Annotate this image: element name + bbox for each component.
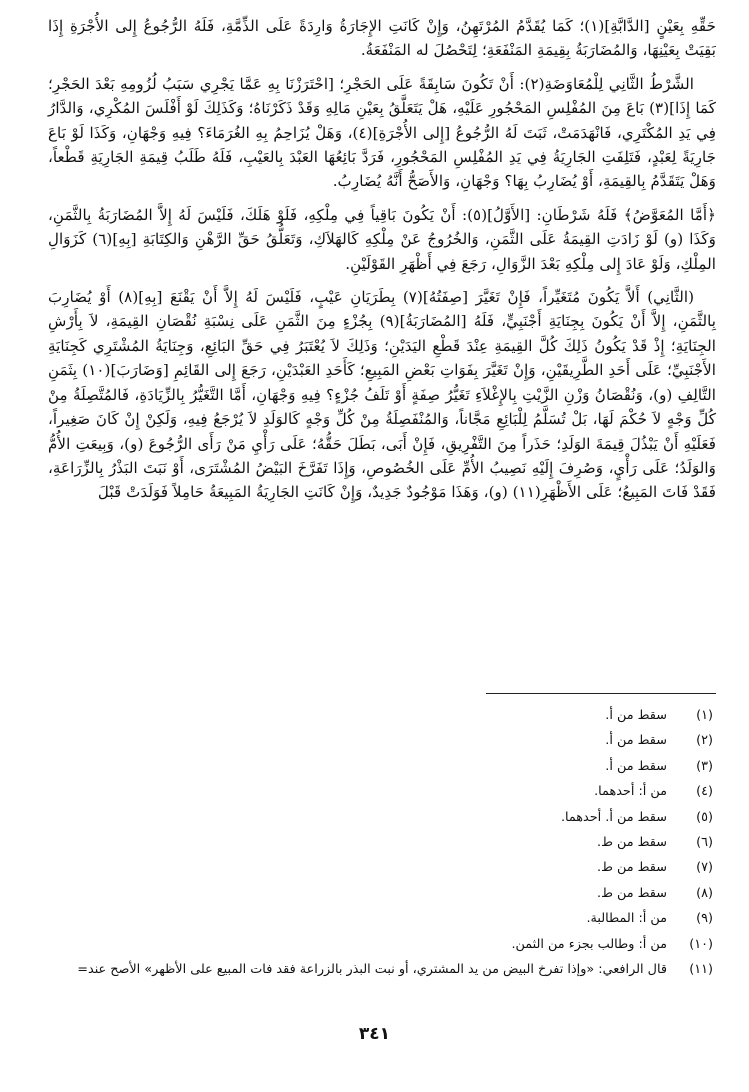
paragraph-exchanged-item: ﴿أَمَّا المُعَوَّضُ﴾ فَلَهُ شَرْطَانِ: [الأَوَّلُ](٥): أَنْ يَكُونَ بَاقِياً فِي مِلْكِهِ، فَلَوْ هَلَكَ، فَلَيْسَ لَهُ إِلاَّ المُضَارَبَةُ بِالثَّمَنِ، وَكَذَا (و) لَوْ زَادَتِ القِيمَةُ عَلَى الثَّمَنِ، وَالخُرُوجُ عَنْ مِلْكِهِ كَالهَلاَكِ، وَتَعَلُّقُ حَقِّ الرَّهْنِ وَالكِتَابَةِ [بِهِ](٦) كَزَوَالِ المِلْكِ، وَلَوْ عَادَ إِلى مِلْكِهِ بَعْدَ الزَّوَالِ، رَجَعَ فِي أَظْهَرِ القَوْلَيْنِ. <box>48 205 716 273</box>
footnote <box>33 805 713 830</box>
footnote <box>33 754 713 779</box>
footnote-number: (٧) <box>696 860 713 876</box>
page-number: ٣٤١ <box>358 1024 391 1044</box>
footnote-number: (٨) <box>696 885 713 901</box>
footnote <box>33 830 713 855</box>
footnote-number: (٥) <box>696 809 713 825</box>
footnote-number: (٢) <box>696 733 713 749</box>
footnote <box>33 881 713 906</box>
footnote-number: (٣) <box>696 758 713 774</box>
footnote <box>33 855 713 880</box>
footnote <box>33 906 713 931</box>
footnote-text: سقط من أ. <box>605 758 667 774</box>
footnote-number: (٦) <box>696 835 713 851</box>
paragraph-second-requirement: (الثَّانِي) أَلاَّ يَكُونَ مُتَغَيِّراً، فَإِنْ تَغَيَّرَ [صِفَتُهُ](٧) بِطَرَيَانِ عَيْبٍ، فَلَيْسَ لَهُ إِلاَّ أَنْ يَقْنَعَ [بِهِ](٨) أَوْ يُضَارِبَ بِالثَّمَنِ، إِلاَّ أَنْ يَكُونَ بِجِنَايَةِ أَجْنَبِيٍّ، فَلَهُ [المُضَارَبَةُ](٩) بِجُزْءٍ مِنَ الثَّمَنِ عَلَى نِسْبَةِ نُقْصَانِ القِيمَةِ، لاَ بِأَرْشِ الجِنَايَةِ؛ إِذْ قَدْ يَكُونُ ذَلِكَ كُلَّ القِيمَةِ عِنْدَ قَطْعِ اليَدَيْنِ؛ وَذَلِكَ لاَ يُعْتَبَرُ فِي حَقِّ البَائِعِ، وَجِنَايَةُ المُشْتَرِي كَجِنَايَةِ الأَجْنَبِيِّ؛ عَلَى أَحَدِ الطَّرِيقَيْنِ، وَإِنْ تَغَيَّرَ بِفَوَاتِ بَعْضِ المَبِيعِ؛ كَأَحَدِ العَبْدَيْنِ، رَجَعَ إِلى القَائِمِ [وَضَارَبَ](١٠) بِثَمَنِ التَّالِفِ (و)، وَنُقْصَانُ وَزْنِ الزَّيْتِ بِالإِغْلاَءِ تَغَيُّرُ صِفَةٍ أَوْ تَلَفُ جُزْءٍ؟ فِيهِ وَجْهَانِ، أَمَّا التَّغَيُّرُ بِالزِّيَادَةِ، فَالمُتَّصِلَةُ مِنْ كُلِّ وَجْهٍ لاَ حُكْمَ لَهَا، بَلْ تُسَلَّمُ لِلْبَائِعِ مَجَّاناً، وَالمُنْفَصِلَةُ مِنْ كُلِّ وَجْهٍ كَالوَلَدِ لاَ يُرْجَعُ فِيهِ، وَلَكِنْ إِنْ كَانَ صَغِيراً، فَعَلَيْهِ أَنْ يَبْذُلَ قِيمَةَ الوَلَدِ؛ حَذَراً مِنَ التَّفْرِيقِ، فَإِنْ أَبَى، بَطَلَ حَقُّهُ؛ عَلَى رَأْيِ مَنْ رَأَى الرُّجُوعَ (و)، وَبِيعَتِ الأُمُّ وَالوَلَدُ؛ عَلَى رَأْيٍ، وَصُرِفَ إِلَيْهِ نَصِيبُ الأُمِّ عَلَى الخُصُوصِ، وَإِذَا تَفَرَّخَ البَيْضُ المُشْتَرَى، أَوْ نَبَتَ البَذْرُ بِالزِّرَاعَةِ، فَقَدْ فَاتَ المَبِيعُ؛ عَلَى الأَظْهَرِ(١١) (و)، وَهَذَا مَوْجُودٌ جَدِيدٌ، وَإِنْ كَانَتِ الجَارِيَةُ المَبِيعَةُ حَامِلاً فَوَلَدَتْ قَبْلَ <box>48 288 716 502</box>
footnote-number: (٤) <box>696 784 713 800</box>
footnote <box>33 957 713 982</box>
footnote-text: قال الرافعي: «وإذا تفرخ البيض من يد المشتري، أو نبت البذر بالزراعة فقد فات المبيع على الأظهر» الأصح عند= <box>77 962 667 978</box>
footnote-text: من أ: وطالب بجزء من الثمن. <box>511 936 667 952</box>
footnote-text: من أ: المطالبة. <box>586 911 667 927</box>
footnote-text: سقط من أ. أحدهما. <box>560 809 667 825</box>
footnote-text: سقط من ط. <box>597 885 667 901</box>
footnotes <box>33 703 713 982</box>
paragraph-second-condition: الشَّرْطُ الثَّانِي لِلْمُعَاوَضَةِ(٢): أَنْ تَكُونَ سَابِقَةً عَلَى الحَجْرِ؛ [احْتَرَزْنَا بِهِ عَمَّا يَجْرِي سَبَبُ لُزُومِهِ بَعْدَ الحَجْرِ؛ كَمَا إِذَا](٣) بَاعَ مِنَ المُفْلِسِ المَحْجُورِ عَلَيْهِ، هَلْ يَتَعَلَّقُ بِعَيْنِ مَالِهِ وَقَدْ ذَكَرْنَاهُ؛ وَكَذَلِكَ لَوْ أَفْلَسَ المُكْرِي، وَالدَّارُ فِي يَدِ المُكْتَرِي، فَانْهَدَمَتْ، ثَبَتَ لَهُ الرُّجُوعُ [إِلى الأُجْرَةِ](٤)، وَهَلْ يُزَاحِمُ بِهِ الغُرَمَاءَ؟ فِيهِ وَجْهَانِ، وَكَذَا لَوْ بَاعَ جَارِيَةً لِعَبْدٍ، فَتَلِفَتِ الجَارِيَةُ فِي يَدِ المُفْلِسِ المَحْجُورِ، فَرَدَّ بَائِعُهَا العَبْدَ بِالعَيْبِ، فَلَهُ طَلَبُ قِيمَةِ الجَارِيَةِ قَطْعاً، وَهَلْ يَتَقَدَّمُ بِالقِيمَةِ، أَوْ يُضَارِبُ بِهَا؟ وَجْهَانِ، وَالأَصَحُّ أَنَّهُ يُضَارِبُ. <box>48 74 717 191</box>
main-text <box>48 14 716 514</box>
footnote-number: (١) <box>696 708 713 723</box>
footnote-text: سقط من أ. <box>605 733 667 749</box>
footnote <box>33 779 713 804</box>
footnote-text: من أ: أحدهما. <box>594 784 667 800</box>
footnote <box>33 932 713 957</box>
footnote-number: (١١) <box>689 962 713 978</box>
paragraph-continuation: حَقِّهِ بِعَيْنٍ [الدَّابَّةِ](١)؛ كَمَا يُقَدَّمُ المُرْتَهِنُ، وَإِنْ كَانَتِ الإِجَارَةُ وَارِدَةً عَلَى الذِّمَّةِ، فَلَهُ الرُّجُوعُ إِلى الأُجْرَةِ إِذَا بَقِيَتْ بِعَيْنِهَا، وَالمُضَارَبَةُ بِقِيمَةِ المَنْفَعَةِ؛ لِتَحْصُلَ له المَنْفَعَةُ. <box>48 17 716 60</box>
footnote <box>33 703 713 728</box>
footnote-text: سقط من ط. <box>597 835 667 851</box>
footnote-number: (٩) <box>696 911 713 927</box>
footnote-text: سقط من ط. <box>597 860 667 876</box>
footnote <box>33 728 713 753</box>
footnote-text: سقط من أ. <box>605 708 667 723</box>
footnote-number: (١٠) <box>689 936 713 952</box>
footnote-divider <box>486 693 716 694</box>
